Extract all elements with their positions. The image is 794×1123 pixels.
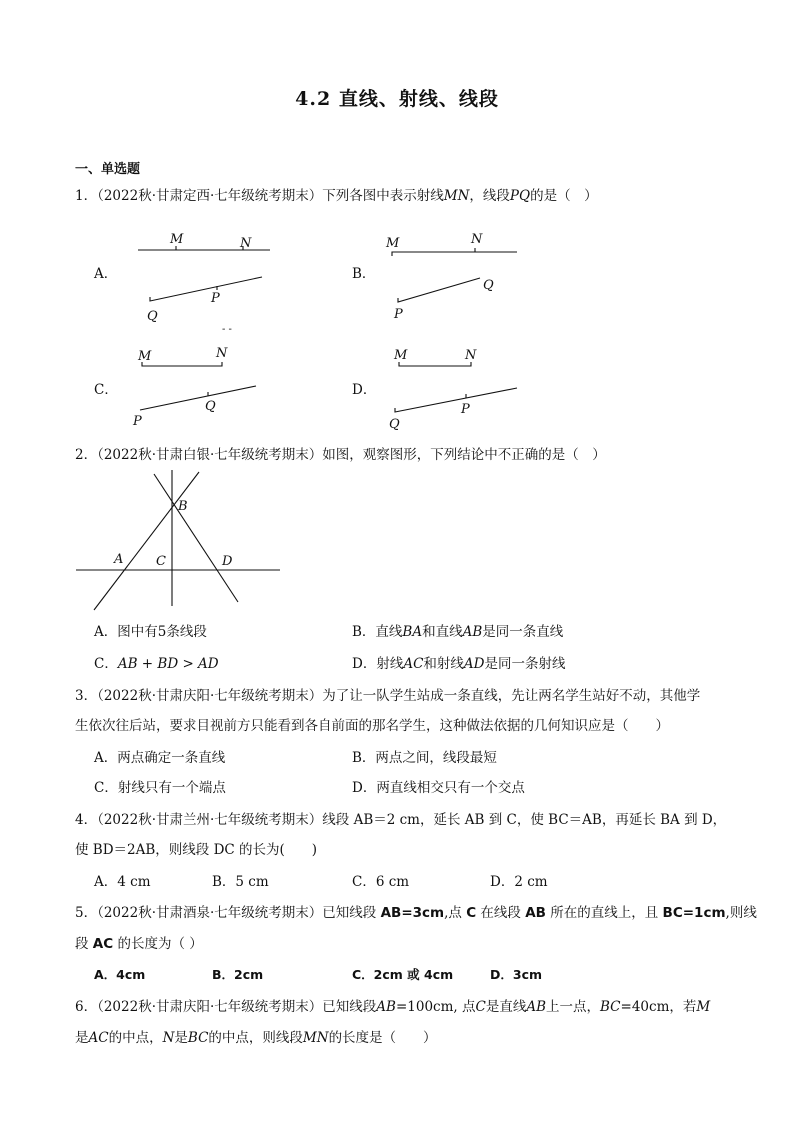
q2-b-post: 是同一条直线	[482, 624, 564, 640]
q3-option-b[interactable]: B．两点之间，线段最短	[352, 750, 497, 766]
q1-option-b[interactable]: B．	[352, 266, 376, 282]
fig-c-label-p: P	[133, 414, 142, 429]
q1-pq: PQ	[509, 188, 531, 204]
fig-b-ray-pq	[398, 278, 480, 302]
q5-mid1: ,点	[444, 905, 467, 921]
fig-a-label-p: P	[211, 291, 220, 306]
q5-c: C	[466, 905, 477, 921]
q1-figure-c	[130, 340, 280, 432]
fig-b-label-p: P	[394, 307, 403, 322]
q5-option-b[interactable]: B．2cm	[212, 967, 264, 982]
question-3-line-1: 3．（2022秋·甘肃庆阳·七年级统考期末）为了让一队学生站成一条直线，先让两名学生站好不动，其他学	[75, 688, 701, 704]
fig2-label-a: A	[114, 552, 124, 567]
q6-ab: AB	[376, 999, 396, 1015]
question-5-line-2	[75, 934, 203, 954]
q5-ac: AC	[92, 936, 114, 952]
q1-figure-d	[385, 340, 535, 432]
fig-b-ray-mn	[392, 252, 517, 256]
q6-l2-b: 是	[174, 1030, 188, 1046]
q5-bc-1cm: BC=1cm	[662, 905, 726, 921]
q2-d-pre: D．射线	[352, 656, 404, 672]
q3-option-c[interactable]: C．射线只有一个端点	[94, 780, 226, 796]
fig-d-label-n: N	[465, 348, 477, 363]
q1-option-d[interactable]: D．	[352, 382, 377, 398]
q6-ac: AC	[88, 1030, 109, 1046]
q2-d-post: 是同一条射线	[484, 656, 566, 672]
q3-option-a[interactable]: A．两点确定一条直线	[94, 750, 226, 766]
q6-l2-post: 的长度是（ ）	[328, 1030, 437, 1046]
q6-pre: 6．（2022秋·甘肃庆阳·七年级统考期末）已知线段	[75, 999, 377, 1015]
fig2-line-ba	[94, 472, 199, 610]
q5-l2-post: 的长度为（ ）	[113, 936, 203, 952]
q6-l2-c: 的中点，则线段	[208, 1030, 303, 1046]
fig2-label-d: D	[222, 554, 233, 569]
q1-stem-text: 1．（2022秋·甘肃定西·七年级统考期末）下列各图中表示射线	[75, 188, 444, 204]
fig-b-label-n: N	[471, 232, 483, 247]
question-2-stem: 2．（2022秋·甘肃白银·七年级统考期末）如图，观察图形，下列结论中不正确的是（ ）	[75, 447, 606, 463]
q6-mn: MN	[302, 1030, 329, 1046]
q5-mid3: 所在的直线上，且	[545, 905, 663, 921]
q2-option-d[interactable]	[352, 654, 566, 674]
q1-dash-mark: - -	[222, 324, 232, 335]
q6-l2-pre: 是	[75, 1030, 89, 1046]
q2-option-b[interactable]	[352, 622, 563, 642]
fig-c-line-pq	[140, 386, 256, 410]
q2-b-ba: BA	[402, 624, 423, 640]
q5-l2-pre: 段	[75, 936, 93, 952]
q5-option-c[interactable]: C．2cm 或 4cm	[352, 967, 454, 982]
fig2-line-bd	[154, 474, 238, 602]
q4-option-a[interactable]: A．4 cm	[94, 874, 151, 890]
q4-option-d[interactable]: D．2 cm	[490, 874, 548, 890]
q2-b-mid: 和直线	[422, 624, 463, 640]
section-heading: 一、单选题	[75, 162, 141, 177]
fig-a-line-pq	[150, 277, 262, 301]
q6-ab2: AB	[526, 999, 546, 1015]
question-6-line-2	[75, 1028, 437, 1048]
q5-ab-3cm: AB=3cm	[380, 905, 445, 921]
q1-mid: ，线段	[469, 188, 510, 204]
question-3-line-2: 生依次往后站，要求目视前方只能看到各自前面的那名学生，这种做法依据的几何知识应是（ ）	[75, 718, 669, 734]
q2-b-ab: AB	[462, 624, 483, 640]
question-5-line-1	[75, 903, 757, 923]
q5-post: ,则线	[725, 905, 757, 921]
q6-a: =100cm, 点	[395, 999, 476, 1015]
q2-option-a[interactable]: A．图中有5条线段	[94, 624, 207, 640]
q5-option-a[interactable]: A．4cm	[94, 967, 146, 982]
question-1-stem	[75, 186, 598, 206]
q6-c: C	[475, 999, 486, 1015]
fig2-label-c: C	[156, 554, 166, 569]
q2-option-c[interactable]	[94, 654, 219, 674]
q1-option-c[interactable]: C．	[94, 382, 118, 398]
fig-c-label-q: Q	[205, 399, 216, 414]
fig-a-label-m: M	[170, 232, 184, 247]
fig-b-label-q: Q	[483, 278, 494, 293]
q6-c2: 上一点，	[546, 999, 600, 1015]
fig-b-label-m: M	[386, 236, 400, 251]
q1-mn: MN	[443, 188, 470, 204]
q2-d-ad: AD	[463, 656, 485, 672]
fig-d-label-m: M	[394, 348, 408, 363]
q6-d: =40cm，若	[620, 999, 697, 1015]
q1-figure-a	[130, 226, 280, 326]
q5-mid2: 在线段	[476, 905, 526, 921]
q2-c-expr: AB + BD > AD	[117, 656, 219, 672]
q6-l2-a: 的中点，	[108, 1030, 163, 1046]
question-4-line-2: 使 BD＝2AB，则线段 DC 的长为( )	[75, 842, 318, 858]
q2-b-pre: B．直线	[352, 624, 403, 640]
page-title: 4.2 直线、射线、线段	[295, 88, 499, 110]
q5-option-d[interactable]: D．3cm	[490, 967, 543, 982]
fig2-label-b: B	[178, 499, 188, 514]
fig-c-label-m: M	[138, 349, 152, 364]
fig-a-label-n: N	[240, 236, 252, 251]
q6-m: M	[696, 999, 711, 1015]
q4-option-b[interactable]: B．5 cm	[212, 874, 269, 890]
q4-option-c[interactable]: C．6 cm	[352, 874, 410, 890]
q2-d-mid: 和射线	[423, 656, 464, 672]
fig-d-segment-mn	[399, 362, 471, 366]
q6-l2-bc: BC	[187, 1030, 209, 1046]
q6-bc: BC	[600, 999, 621, 1015]
question-6-line-1	[75, 997, 710, 1017]
fig-c-label-n: N	[216, 346, 228, 361]
q1-option-a[interactable]: A．	[94, 266, 118, 282]
q2-d-ac: AC	[403, 656, 424, 672]
question-4-line-1: 4．（2022秋·甘肃兰州·七年级统考期末）线段 AB＝2 cm，延长 AB 到 C，使 BC＝AB，再延长 BA 到 D，	[75, 812, 727, 828]
fig-d-label-p: P	[461, 402, 470, 417]
fig-d-label-q: Q	[389, 417, 400, 432]
q2-figure	[70, 470, 290, 615]
q1-figure-b	[380, 226, 530, 326]
fig-d-ray-qp	[395, 388, 517, 412]
q5-ab: AB	[525, 905, 546, 921]
fig-c-segment-mn	[142, 362, 222, 366]
q6-n: N	[162, 1030, 175, 1046]
q1-end: 的是（ ）	[530, 188, 598, 204]
fig-a-label-q: Q	[147, 309, 158, 324]
q6-b: 是直线	[485, 999, 527, 1015]
q2-c-pre: C．	[94, 656, 118, 672]
q3-option-d[interactable]: D．两直线相交只有一个交点	[352, 780, 525, 796]
q5-pre: 5．（2022秋·甘肃酒泉·七年级统考期末）已知线段	[75, 905, 381, 921]
